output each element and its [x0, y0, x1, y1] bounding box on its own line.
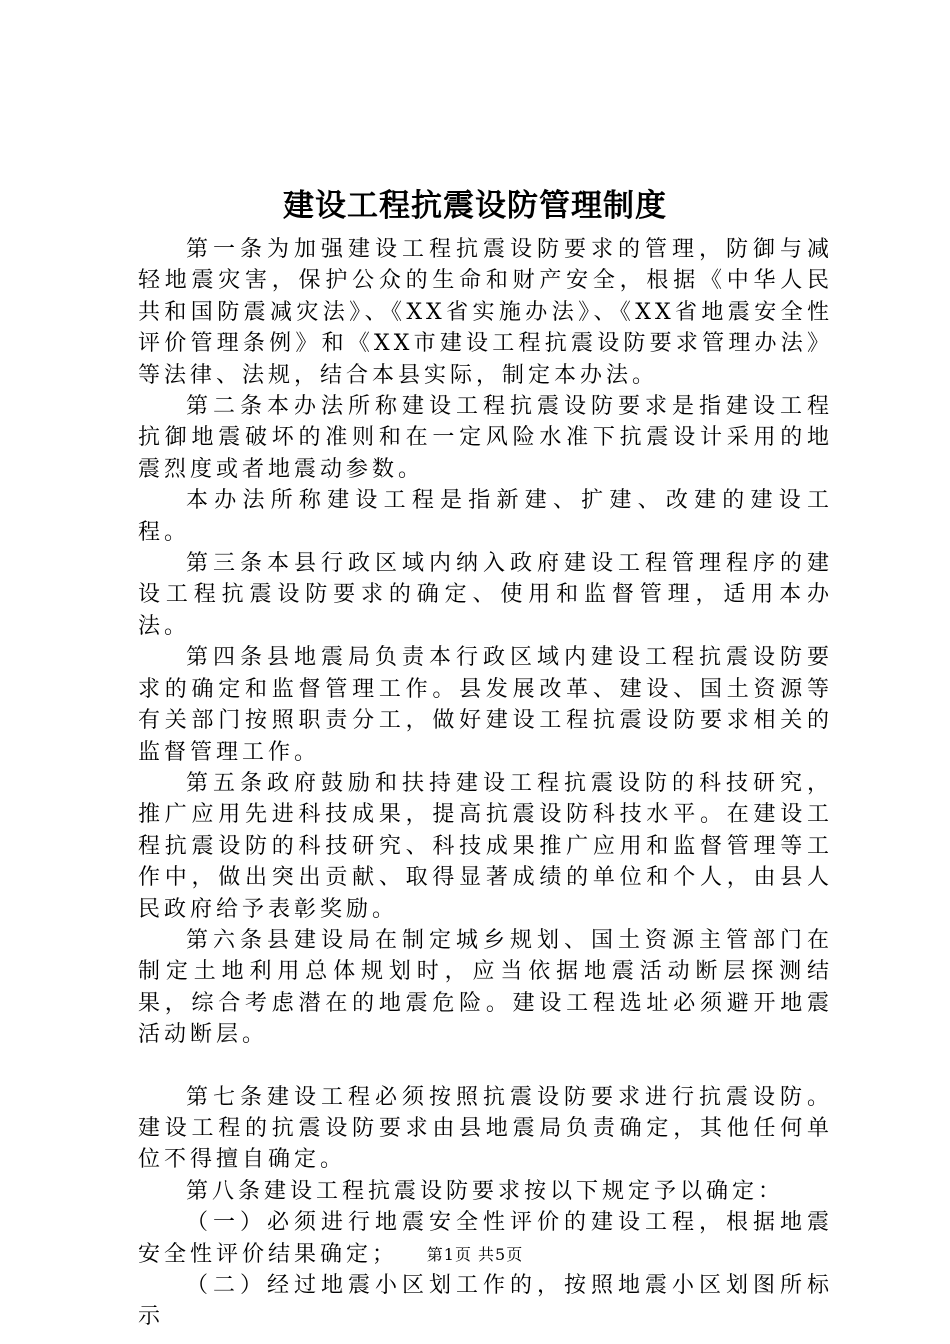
paragraph-article-5: 第五条政府鼓励和扶持建设工程抗震设防的科技研究，推广应用先进科技成果，提高抗震设防科技水平。在建设工程抗震设防的科技研究、科技成果推广应用和监督管理等工作中，做出突出贡献、取得显著成绩的单位和个人，由县人民政府给予表彰奖励。 — [138, 770, 833, 922]
paragraph-article-7: 第七条建设工程必须按照抗震设防要求进行抗震设防。建设工程的抗震设防要求由县地震局负责确定，其他任何单位不得擅自确定。 — [138, 1084, 833, 1173]
page-number-footer: 第1页 共5页 — [426, 1245, 524, 1264]
document-title: 建设工程抗震设防管理制度 — [283, 188, 667, 224]
paragraph-item-1: （一）必须进行地震安全性评价的建设工程，根据地震安全性评价结果确定； — [138, 1210, 833, 1267]
paragraph-article-8: 第八条建设工程抗震设防要求按以下规定予以确定： — [186, 1178, 785, 1204]
paragraph-article-1: 第一条为加强建设工程抗震设防要求的管理，防御与减轻地震灾害，保护公众的生命和财产安全，根据《中华人民共和国防震减灾法》、《XX省实施办法》、《XX省地震安全性评价管理条例》和《XX市建设工程抗震设防要求管理办法》等法律、法规，结合本县实际，制定本办法。 — [138, 237, 833, 388]
document-body — [138, 234, 833, 1333]
paragraph-article-6: 第六条县建设局在制定城乡规划、国土资源主管部门在制定土地利用总体规划时，应当依据地震活动断层探测结果，综合考虑潜在的地震危险。建设工程选址必须避开地震活动断层。 — [138, 927, 833, 1048]
paragraph-definition: 本办法所称建设工程是指新建、扩建、改建的建设工程。 — [138, 488, 833, 545]
paragraph-item-2: （二）经过地震小区划工作的，按照地震小区划图所标示 — [138, 1273, 833, 1330]
paragraph-article-4: 第四条县地震局负责本行政区域内建设工程抗震设防要求的确定和监督管理工作。县发展改革、建设、国土资源等有关部门按照职责分工，做好建设工程抗震设防要求相关的监督管理工作。 — [138, 645, 833, 765]
paragraph-article-3: 第三条本县行政区域内纳入政府建设工程管理程序的建设工程抗震设防要求的确定、使用和监督管理，适用本办法。 — [138, 551, 833, 639]
paragraph-article-2: 第二条本办法所称建设工程抗震设防要求是指建设工程抗御地震破坏的准则和在一定风险水准下抗震设计采用的地震烈度或者地震动参数。 — [138, 394, 833, 482]
